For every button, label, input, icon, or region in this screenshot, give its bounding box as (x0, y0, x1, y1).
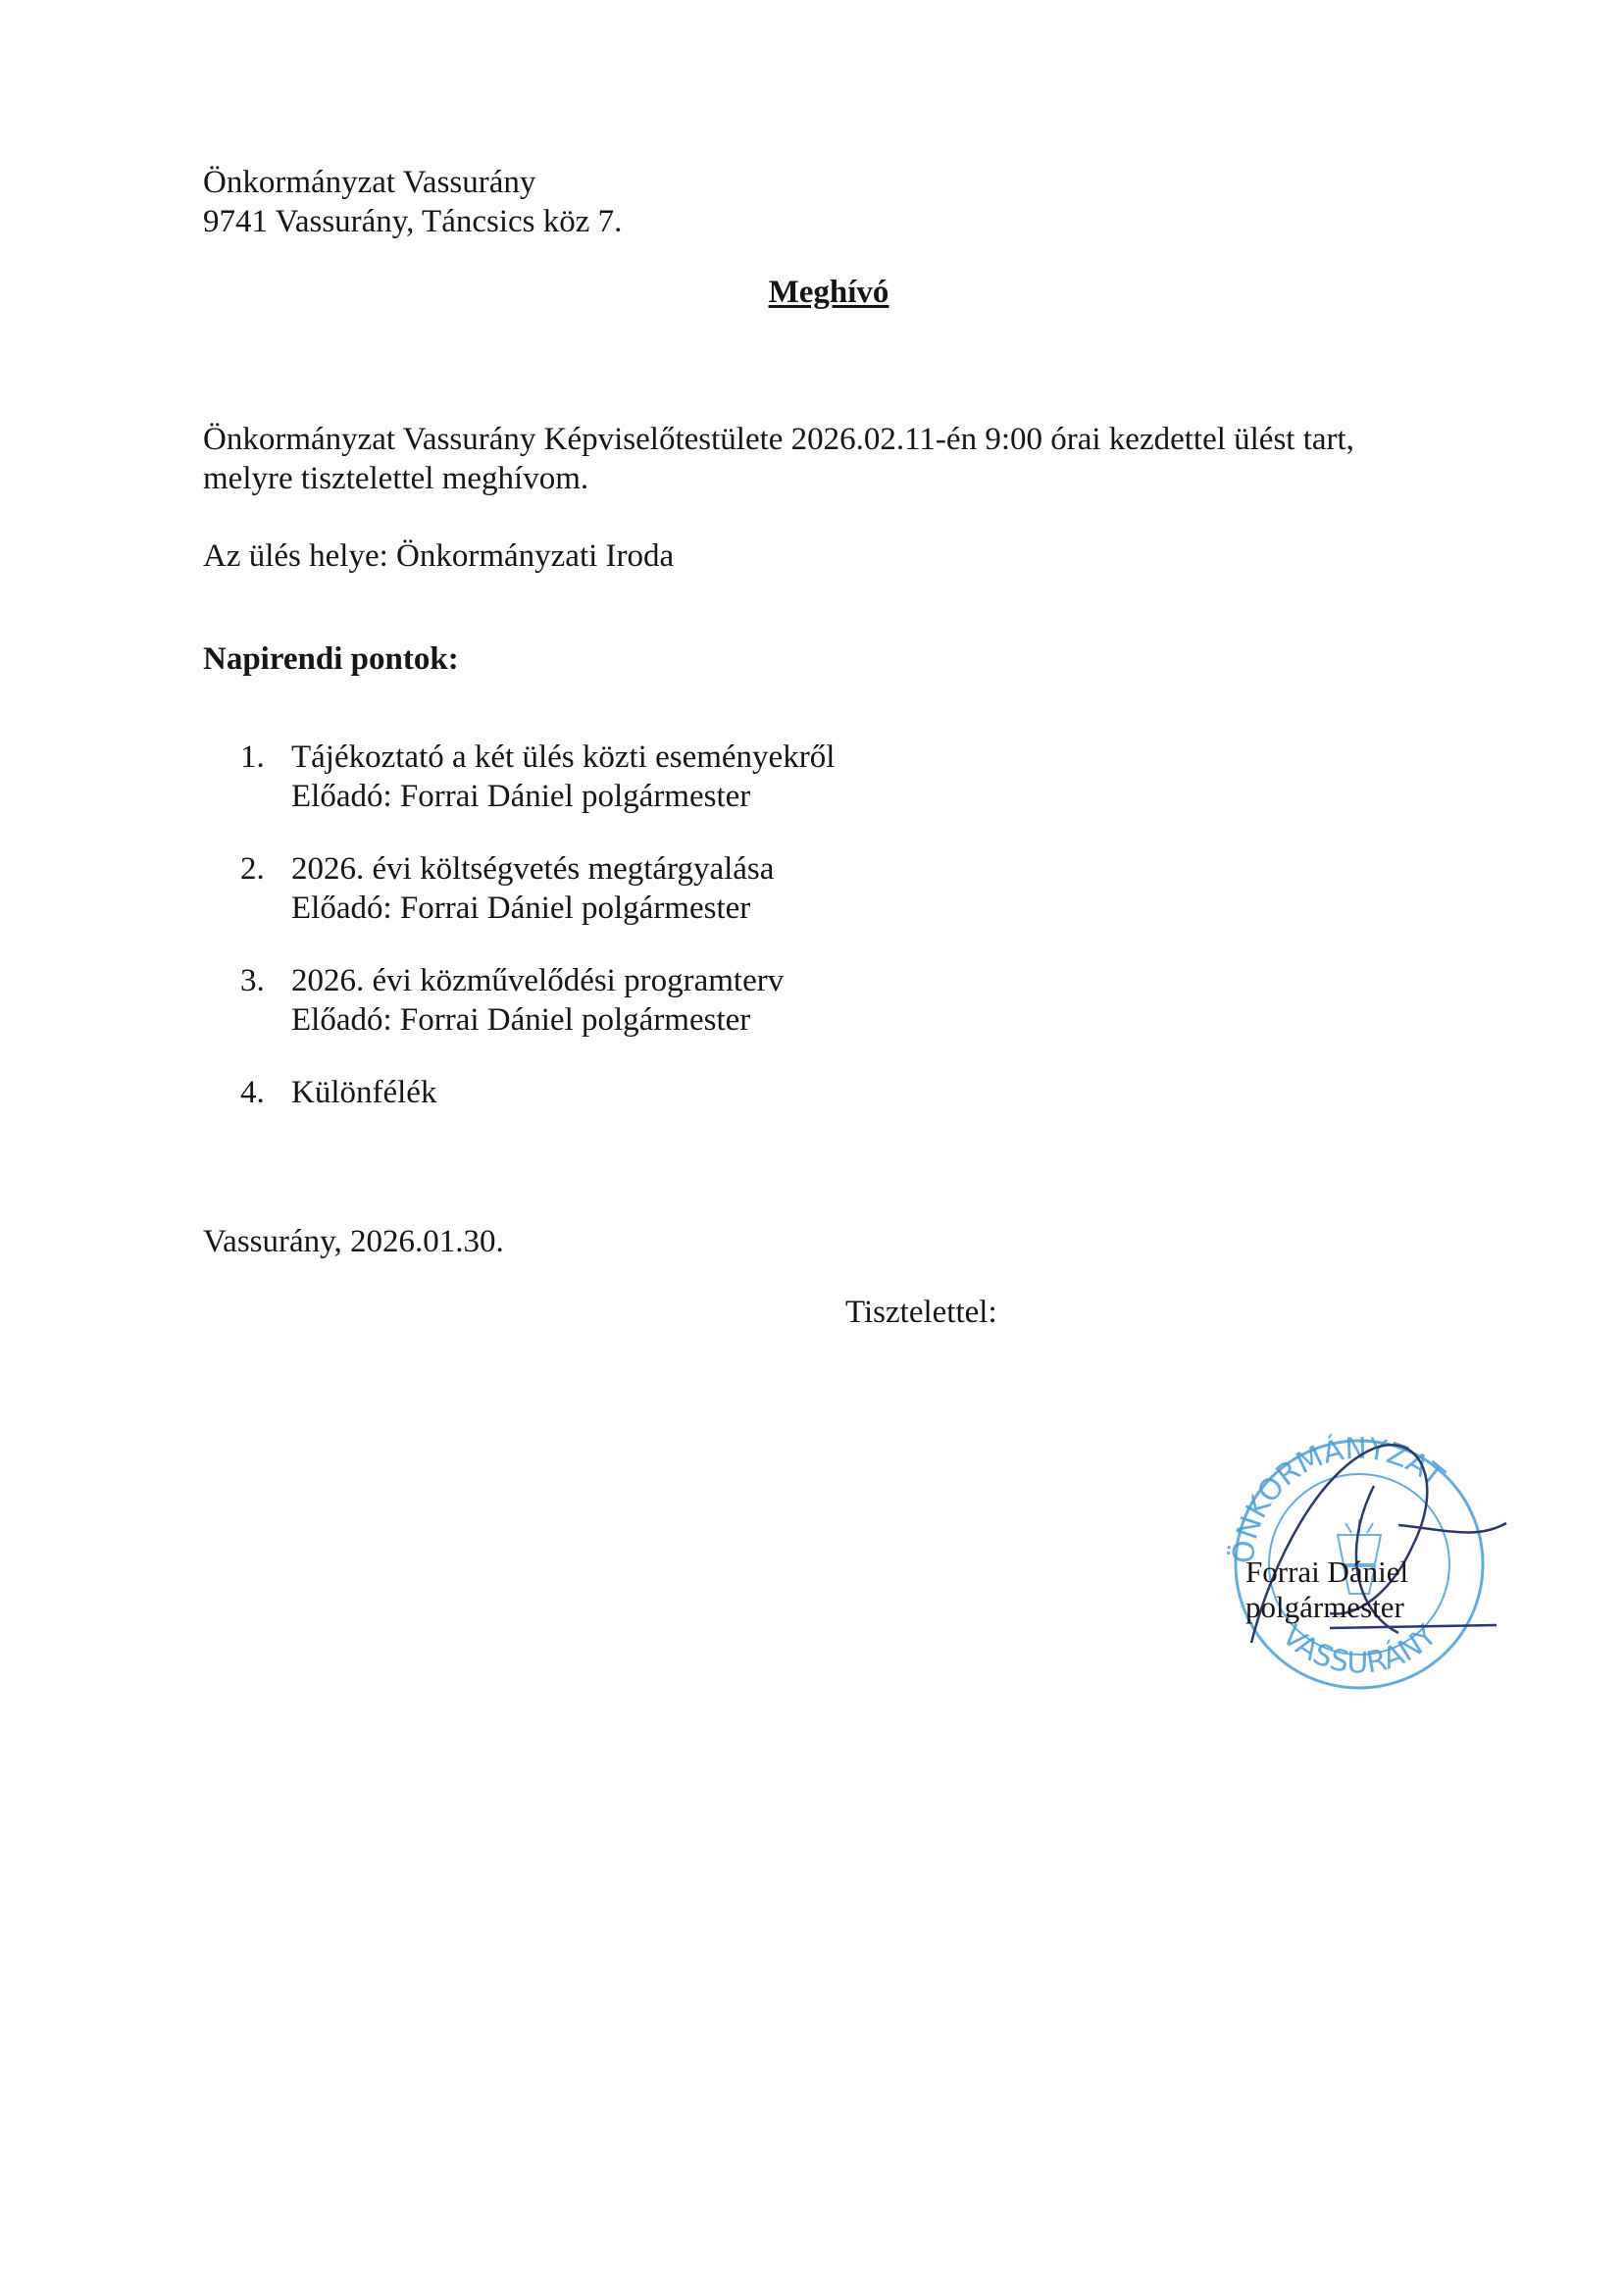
agenda-item-number: 2. (240, 851, 265, 887)
agenda-item-presenter: Előadó: Forrai Dániel polgármester (291, 891, 751, 926)
agenda-item (240, 738, 835, 816)
agenda-item-title: 2026. évi közművelődési programterv (291, 963, 785, 998)
stamp-top-text: ÖNKORMÁNYZAT (1226, 1431, 1450, 1565)
agenda-item-title: Tájékoztató a két ülés közti eseményekről (291, 739, 836, 775)
agenda-item-number: 4. (240, 1075, 265, 1110)
signatory-name: Forrai Dániel (1245, 1555, 1409, 1589)
signature-block (1245, 1555, 1408, 1625)
agenda-item (240, 961, 835, 1040)
agenda-item-number: 1. (240, 739, 265, 775)
agenda-item (240, 849, 835, 928)
intro-line-2: melyre tisztelettel meghívom. (203, 461, 589, 496)
signatory-position: polgármester (1245, 1590, 1404, 1624)
meeting-location: Az ülés helye: Önkormányzati Iroda (203, 538, 675, 574)
sender-name: Önkormányzat Vassurány (203, 165, 536, 200)
agenda-item-presenter: Előadó: Forrai Dániel polgármester (291, 1002, 751, 1038)
stamp-bottom-text: VASSURÁNY (1275, 1618, 1444, 1681)
closing-greeting: Tisztelettel: (845, 1295, 997, 1330)
agenda-item-title: Különfélék (291, 1075, 437, 1110)
sender-block (203, 163, 622, 241)
agenda-list (240, 738, 835, 1146)
agenda-item-number: 3. (240, 963, 265, 998)
intro-line-1: Önkormányzat Vassurány Képviselőtestülete 2026.02.11-én 9:00 órai kezdettel ülést tart, (203, 422, 1354, 457)
agenda-item-presenter: Előadó: Forrai Dániel polgármester (291, 779, 751, 814)
agenda-heading: Napirendi pontok: (203, 641, 459, 677)
place-and-date: Vassurány, 2026.01.30. (203, 1224, 504, 1259)
intro-paragraph (203, 420, 1354, 498)
agenda-item (240, 1073, 835, 1112)
agenda-item-title: 2026. évi költségvetés megtárgyalása (291, 851, 775, 887)
sender-address: 9741 Vassurány, Táncsics köz 7. (203, 204, 623, 239)
document-title: Meghívó (768, 275, 889, 310)
